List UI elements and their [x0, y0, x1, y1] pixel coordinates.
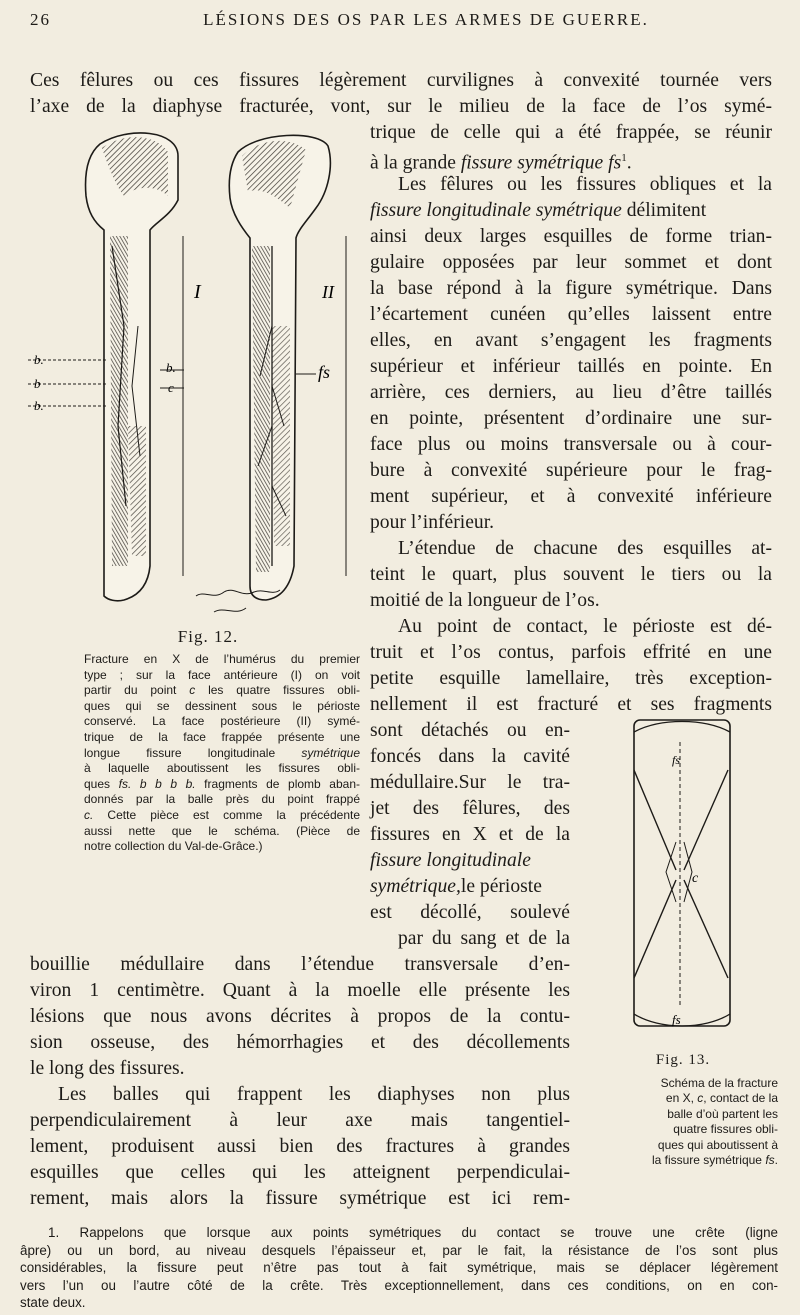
- body-line: l’axe de la diaphyse fracturée, vont, sur le milieu de la face de l’os symé-: [30, 96, 772, 117]
- body-line: ainsi deux larges esquilles de forme trian-: [370, 226, 772, 247]
- body-line: nellement il est fracturé et ses fragments: [370, 694, 772, 715]
- body-line: symétrique,le périoste: [370, 876, 542, 897]
- body-line: bure à convexité supérieure pour le frag-: [370, 460, 772, 481]
- body-line: lement, produisent aussi bien des fractures à grandes: [30, 1136, 570, 1157]
- body-line: [370, 848, 570, 873]
- footnote-ref: 1: [621, 152, 627, 164]
- body-line: truit et l’os contus, parfois effrité en une: [370, 642, 772, 663]
- bone-anterior-view: [86, 133, 178, 601]
- page-number: 26: [30, 10, 51, 29]
- label-fs-bottom: fs: [672, 1012, 681, 1027]
- running-header: [30, 10, 770, 36]
- body-line: face plus ou moins transversale ou à cour-: [370, 434, 772, 455]
- body-line: Ces fêlures ou ces fissures légèrement curvilignes à convexité tournée vers: [30, 70, 772, 91]
- body-line: L’étendue de chacune des esquilles at-: [398, 538, 772, 559]
- label-c: c: [692, 871, 699, 886]
- body-line: foncés dans la cavité: [370, 746, 570, 767]
- body-line: lésions que nous avons décrites à propos de la contu-: [30, 1006, 570, 1027]
- label-left-b1: b.: [34, 352, 44, 367]
- body-line: teint le quart, plus souvent le tiers ou la: [370, 564, 772, 585]
- figure-13-label: Fig. 13.: [655, 1052, 711, 1068]
- body-line: le long des fissures.: [30, 1058, 185, 1079]
- term-fissure-longitudinale: fissure longitudinale: [370, 850, 531, 871]
- term-fissure-symetrique: fissure symétrique fs: [460, 152, 622, 174]
- footnote-number: 1.: [48, 1225, 60, 1240]
- body-line: elles, en avant s’engagent les fragments: [370, 330, 772, 351]
- running-title: LÉSIONS DES OS PAR LES ARMES DE GUERRE.: [203, 10, 649, 29]
- body-line: pour l’inférieur.: [370, 512, 495, 533]
- body-line: gulaire opposées par leur sommet et dont: [370, 252, 772, 273]
- body-line: Au point de contact, le périoste est dé-: [398, 616, 772, 637]
- body-line: Les balles qui frappent les diaphyses non plus: [58, 1084, 570, 1105]
- body-line: petite esquille lamellaire, très exception-: [370, 668, 772, 689]
- label-left-b3: b.: [34, 398, 44, 413]
- body-line: perpendiculairement à leur axe mais tangentiel-: [30, 1110, 570, 1131]
- body-line: en pointe, présentent d’ordinaire une sur-: [370, 408, 772, 429]
- body-line: l’écartement cunéen qu’elles laissent entre: [370, 304, 772, 325]
- label-left-b2: b: [34, 376, 41, 391]
- body-line: esquilles que celles qui les atteignent perpendiculai-: [30, 1162, 570, 1183]
- body-line: viron 1 centimètre. Quant à la moelle elle présente les: [30, 980, 570, 1001]
- body-line: fissure longitudinale symétrique délimitent: [370, 200, 707, 221]
- label-roman-two: II: [322, 282, 334, 302]
- figure-13-caption: Schéma de la fracture en X, c, contact de la balle d’où partent les quatre fissures obli- ques qui aboutissent à la fissure symétrique fs.: [651, 1076, 778, 1168]
- body-line: par du sang et de la: [398, 928, 570, 949]
- body-line: sont détachés ou en-: [370, 720, 570, 741]
- term-fissure-longitudinale: fissure longitudinale symétrique: [370, 200, 622, 221]
- body-line: arrière, ces derniers, au lieu d’être taillés: [370, 382, 772, 403]
- body-line: ment supérieur, et à convexité inférieure: [370, 486, 772, 507]
- body-line: la base répond à la figure symétrique. Dans: [370, 278, 772, 299]
- body-line: sion osseuse, des hémorrhagies et des décollements: [30, 1032, 570, 1053]
- body-line: moitié de la longueur de l’os.: [370, 590, 600, 611]
- bone-posterior-view: [229, 135, 330, 600]
- body-line: rement, mais alors la fissure symétrique est ici rem-: [30, 1188, 570, 1209]
- body-line: supérieur et inférieur taillés en pointe. En: [370, 356, 772, 377]
- figure-12-humerus-drawing: [28, 126, 362, 626]
- body-line: médullaire.Sur le tra-: [370, 772, 570, 793]
- body-line: fissures en X et de la: [370, 824, 570, 845]
- label-fs: fs: [318, 362, 331, 382]
- figure-13-schema: [620, 712, 740, 1034]
- label-fs-top: fs: [672, 753, 681, 767]
- figure-12-label: Fig. 12.: [177, 627, 239, 646]
- body-line: est décollé, soulevé: [370, 902, 570, 923]
- body-line: bouillie médullaire dans l’étendue transversale d’en-: [30, 954, 570, 975]
- body-line: trique de celle qui a été frappée, se réunir: [370, 122, 772, 143]
- figure-12-caption: Fracture en X de l’humérus du premier type ; sur la face antérieure (I) on voit partir du point c les quatre fissures obli- ques qui se dessinent sous le périoste conservé. La face postérieure (II) symé- trique de la face frappée présente une longue fissure longitudinale symétrique à laquelle aboutissent les fissures obli- ques fs. b b b b. fragments de plomb aban- donnés par la balle près du point frappé c. Cette pièce est comme la précédente aussi nette que le schéma. (Pièce de notre collection du Val-de-Grâce.): [84, 652, 360, 854]
- label-b: b.: [166, 360, 176, 375]
- label-roman-one: I: [194, 281, 201, 303]
- footnote: 1. Rappelons que lorsque aux points symétriques du contact se trouve une crête (ligne âpre) ou un bord, au niveau desquels l’épaisseur et, par le fait, la résistance de l’os sont plus considérables, la fissure peut n’être pas tout à fait symétrique, mais se déplacer légèrement vers l’un ou l’autre côté de la crête. Très exceptionnellement, dans ces conditions, on en con- state deux.: [20, 1225, 778, 1311]
- body-line: Les fêlures ou les fissures obliques et la: [398, 174, 772, 195]
- label-c: c: [168, 380, 174, 395]
- body-line: jet des fêlures, des: [370, 798, 570, 819]
- body-line: à la grande fissure symétrique $fs^1$.: [370, 152, 632, 174]
- term-symetrique: symétrique,: [370, 876, 461, 897]
